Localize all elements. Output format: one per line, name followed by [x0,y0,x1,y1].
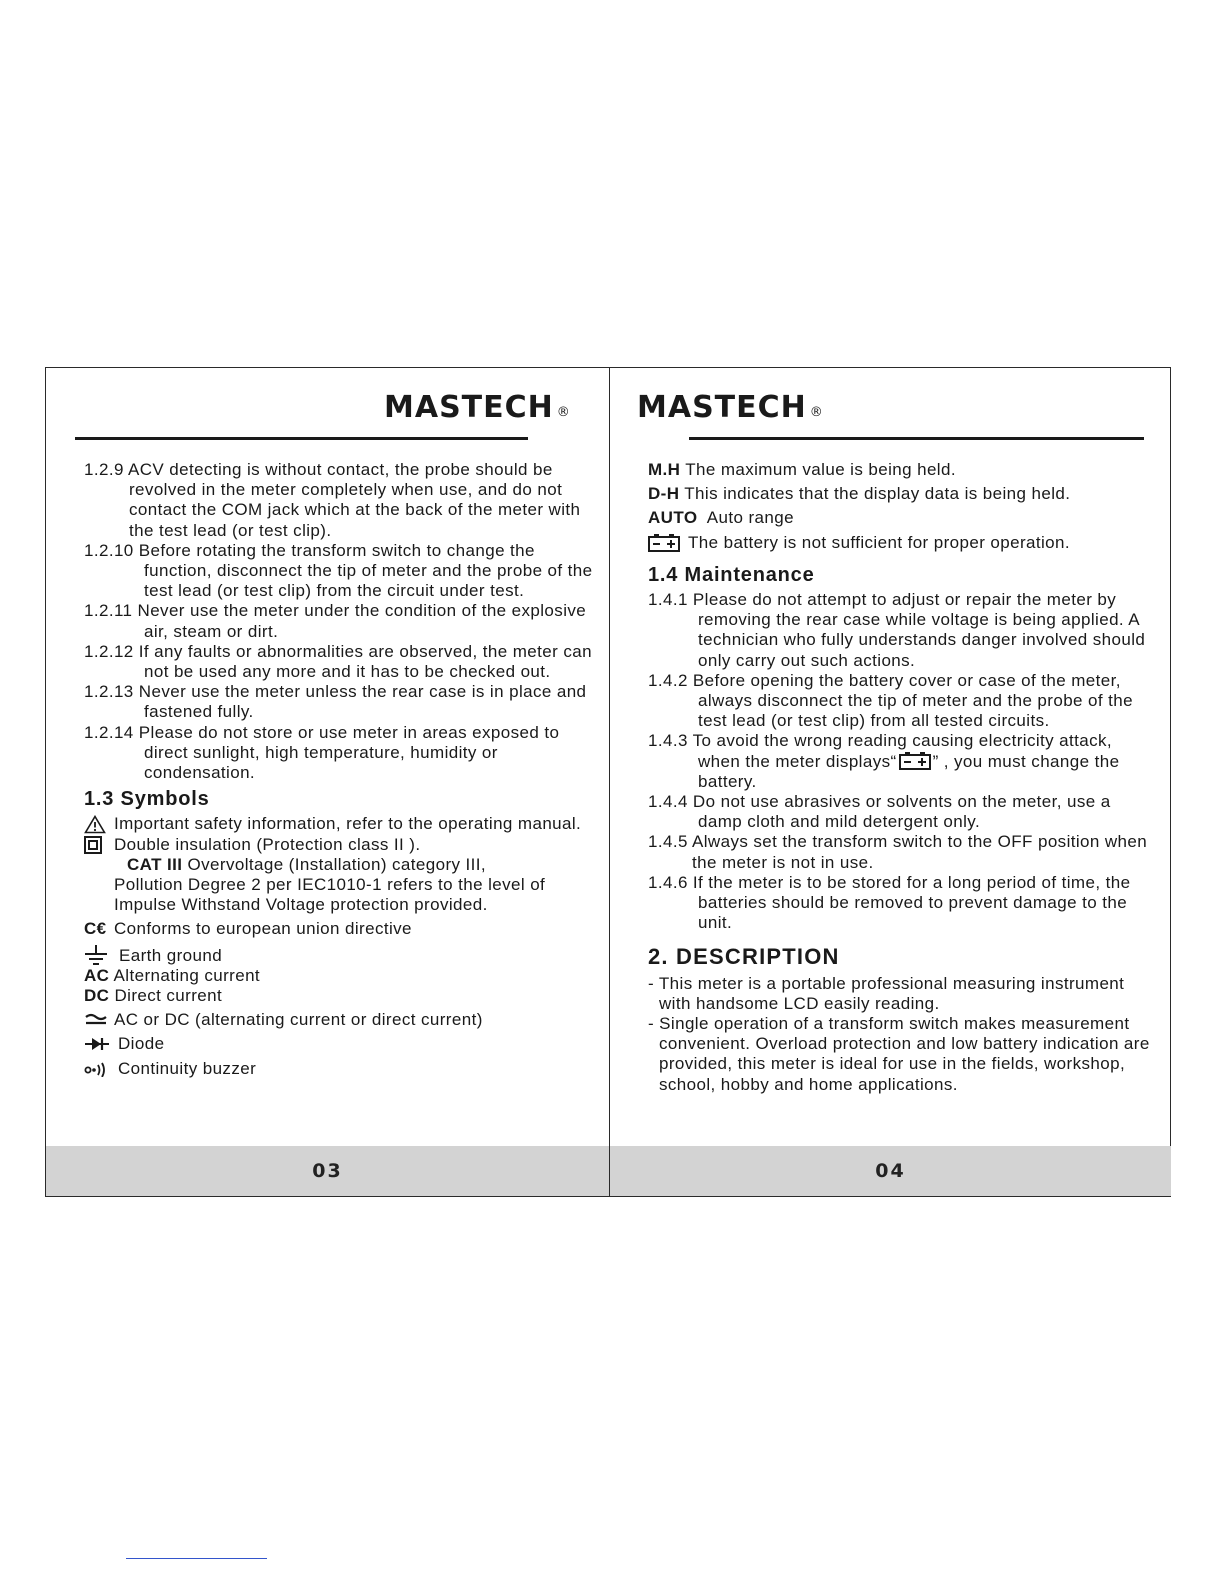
earth-ground-icon [84,946,114,966]
safety-item-1-2-14: 1.2.14 Please do not store or use meter in areas exposed to direct sunlight, high temperature, humidity or condensation. [84,722,560,783]
underline-artifact [126,1558,267,1559]
symbol-diode: Diode [84,1034,594,1054]
buzzer-icon [84,1059,114,1079]
symbol-acdc: AC or DC (alternating current or direct current) [84,1010,594,1030]
maintenance-heading: 1.4 Maintenance [648,563,815,586]
maintenance-item-1-4-4: 1.4.4 Do not use abrasives or solvents on the meter, use a damp cloth and mild detergent only. [648,792,1111,832]
symbol-ac: AC Alternating current [84,965,261,985]
symbol-auto: AUTO Auto range [648,508,794,528]
symbol-double-insulation: Double insulation (Protection class II ). [84,835,594,855]
symbol-cat-iii: CAT III Overvoltage (Installation) category III, Pollution Degree 2 per IEC1010-1 refers to the level of Impulse Withstand Voltage protection provided. [114,854,546,915]
description-item-1: - This meter is a portable professional measuring instrument with handsome LCD easily reading. [648,973,1125,1013]
safety-item-1-2-13: 1.2.13 Never use the meter unless the rear case is in place and fastened fully. [84,682,587,722]
page-number-04: 04 [610,1146,1171,1196]
symbol-dh: D-H This indicates that the display data is being held. [648,484,1071,504]
symbol-low-battery: The battery is not sufficient for proper operation. [648,533,1154,553]
symbol-dc: DC Direct current [84,986,223,1006]
page-04 [610,368,1171,1196]
maintenance-item-1-4-1: 1.4.1 Please do not attempt to adjust or repair the meter by removing the rear case while voltage is being applied. A technician who fully understands danger involved should only carry out such actions. [648,590,1146,670]
page-number-03: 03 [46,1146,609,1196]
header-rule [75,437,528,440]
maintenance-item-1-4-3: 1.4.3 To avoid the wrong reading causing electricity attack, when the meter displays“ ” , you must change the battery. [648,731,1120,791]
safety-item-1-2-11: 1.2.11 Never use the meter under the condition of the explosive air, steam or dirt. [84,601,587,641]
warning-triangle-icon [84,814,114,834]
double-insulation-icon [84,835,114,855]
ac-dc-icon [84,1010,114,1030]
symbols-heading: 1.3 Symbols [84,788,210,811]
battery-icon [899,752,931,770]
description-item-2: - Single operation of a transform switch makes measurement convenient. Overload protection and low battery indication are provided, this meter is ideal for use in the fields, workshop, school, hobby and home applications. [648,1014,1150,1094]
safety-item-1-2-10: 1.2.10 Before rotating the transform switch to change the function, disconnect the tip of meter and the probe of the test lead (or test clip) from the circuit under test. [84,540,593,601]
page-03 [46,368,610,1196]
maintenance-item-1-4-2: 1.4.2 Before opening the battery cover or case of the meter, always disconnect the tip of meter and the probe of the test lead (or test clip) from all tested circuits. [648,670,1133,731]
diode-icon [84,1034,114,1054]
header-rule [689,437,1144,440]
maintenance-item-1-4-5: 1.4.5 Always set the transform switch to the OFF position when the meter is not in use. [648,832,1148,872]
description-heading: 2. DESCRIPTION [648,944,840,970]
symbol-earth: Earth ground [84,946,594,966]
brand-logo: MASTECH ® [637,390,824,425]
symbol-ce: C€ Conforms to european union directive [84,919,412,939]
symbol-warning: Important safety information, refer to the operating manual. [84,814,594,834]
symbol-buzzer: Continuity buzzer [84,1059,594,1079]
page-03-content [84,460,594,1079]
maintenance-item-1-4-6: 1.4.6 If the meter is to be stored for a long period of time, the batteries should be removed to prevent damage to the unit. [648,872,1131,933]
manual-spread [45,367,1171,1197]
battery-icon [648,533,688,553]
safety-item-1-2-9: 1.2.9 ACV detecting is without contact, the probe should be revolved in the meter completely when use, and do not contact the COM jack which at the back of the meter with the test lead (or test clip). [84,460,581,540]
brand-logo: MASTECH ® [384,390,571,425]
page-04-content [648,460,1154,1095]
safety-item-1-2-12: 1.2.12 If any faults or abnormalities are observed, the meter can not be used any more and it has to be checked out. [84,641,592,682]
ce-mark-icon: C€ [84,919,107,939]
symbol-mh: M.H The maximum value is being held. [648,460,956,479]
